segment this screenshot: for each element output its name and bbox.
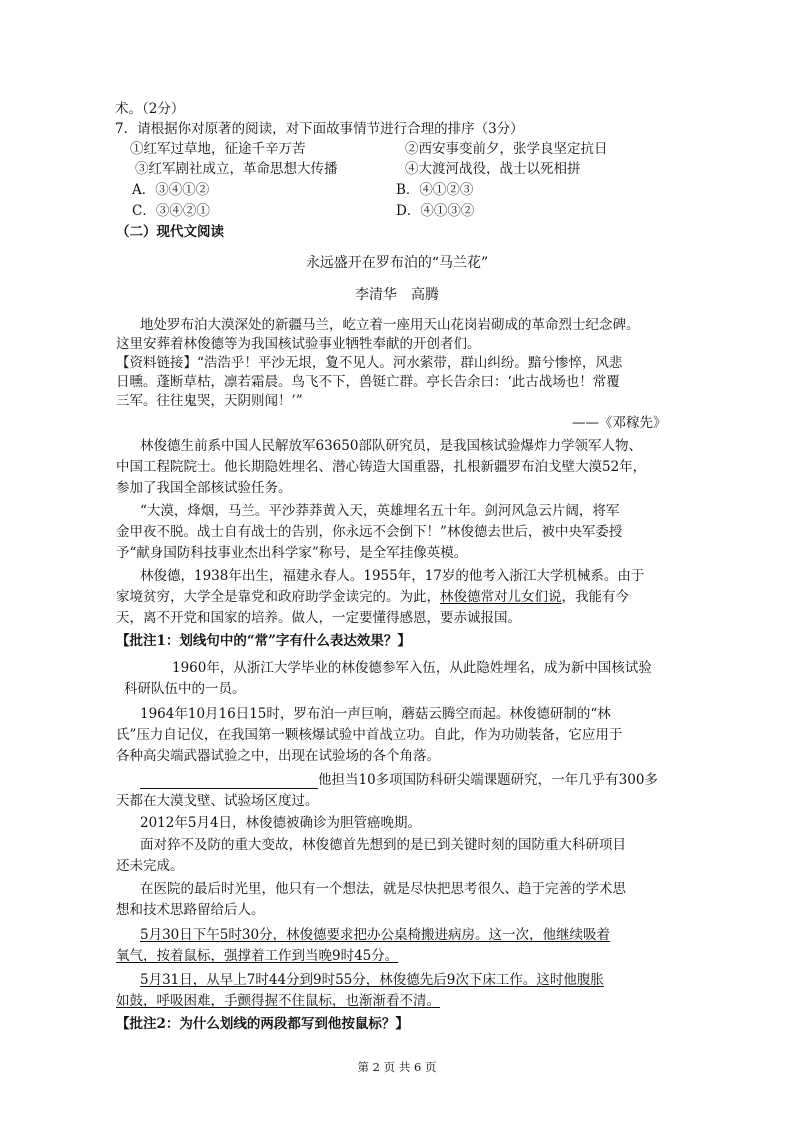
event-2: ②西安事变前夕，张学良坚定抗日 <box>405 141 608 157</box>
p10-line2: 想和技术思路留给后人。 <box>116 902 265 918</box>
p6-line3: 各种高尖端武器试验之中，出现在试验场的各个角落。 <box>116 748 440 764</box>
page-footer: 第 2 页 共 6 页 <box>357 1060 437 1074</box>
option-a: A．③④①② <box>132 182 210 198</box>
question-7-stem: 7．请根据你对原著的阅读，对下面故事情节进行合理的排序（3分） <box>115 121 524 137</box>
prev-line-end: 术。（2分） <box>115 101 185 117</box>
p2-line3: 参加了我国全部核试验任务。 <box>116 480 292 496</box>
link-line3: 三军。往往鬼哭，天阴则闻！’” <box>116 393 303 409</box>
event-4: ④大渡河战役，战士以死相拼 <box>405 161 581 177</box>
p7-line1 <box>140 771 658 789</box>
link-line2: 日曛。蓬断草枯，凛若霜晨。鸟飞不下，兽铤亡群。亭长告余曰：‘此古战场也！常覆 <box>116 374 620 390</box>
p1-line1: 地处罗布泊大漠深处的新疆马兰，屹立着一座用天山花岗岩砌成的革命烈士纪念碑。 <box>140 317 640 333</box>
underlined-para-1-line1: 5月30日下午5时30分，林俊德要求把办公桌椅搬进病房。这一次，他继续吸着 <box>140 927 611 943</box>
p9-line2: 还未完成。 <box>116 858 184 874</box>
p5-line2: 科研队伍中的一员。 <box>124 681 246 697</box>
underlined-para-1-line2: 氧气，按着鼠标，强撑着工作到当晚9时45分。 <box>116 948 399 964</box>
p2-line1: 林俊德生前系中国人民解放军63650部队研究员，是我国核试验爆炸力学领军人物、 <box>140 438 642 454</box>
option-c: C．③④②① <box>132 203 210 219</box>
link-line1: 【资料链接】“浩浩乎！平沙无垠，夐不见人。河水萦带，群山纠纷。黯兮惨悴，风悲 <box>116 355 623 371</box>
underlined-para-2-line1: 5月31日，从早上7时44分到9时55分，林俊德先后9次下床工作。这时他腹胀 <box>140 972 604 988</box>
annotation-1: 【批注1：划线句中的“常”字有什么表达效果？】 <box>116 633 411 649</box>
p4-line2-end: ，我能有今 <box>561 589 629 605</box>
p6-line2: 氏”压力自记仪，在我国第一颗核爆试验中首战立功。自此，作为功勋装备，它应用于 <box>116 727 623 743</box>
option-d: D．④①③② <box>396 203 475 219</box>
link-source: ——《邓稼先》 <box>572 415 667 431</box>
p8: 2012年5月4日，林俊德被确诊为胆管癌晚期。 <box>140 815 422 831</box>
annotation-2: 【批注2：为什么划线的两段都写到他按鼠标？】 <box>116 1016 409 1032</box>
underlined-sentence-1: 林俊德常对儿女们说 <box>440 589 562 605</box>
p9-line1: 面对猝不及防的重大变故，林俊德首先想到的是已到关键时刻的国防重大科研项目 <box>140 837 626 853</box>
event-1: ①红军过草地，征途千辛万苦 <box>130 141 306 157</box>
p7-line2: 天都在大漠戈壁、试验场区度过。 <box>116 793 319 809</box>
p4-line2-start: 家境贫穷，大学全是靠党和政府助学金读完的。为此， <box>116 589 440 605</box>
p7-line1-text: 他担当10多项国防科研尖端课题研究，一年几乎有300多 <box>318 772 658 788</box>
p1-line2: 这里安葬着林俊德等为我国核试验事业牺牲奉献的开创者们。 <box>116 336 481 352</box>
p10-line1: 在医院的最后时光里，他只有一个想法，就是尽快把思考很久、趋于完善的学术思 <box>140 881 626 897</box>
article-authors: 李清华 高腾 <box>355 287 439 303</box>
p4-line1: 林俊德，1938年出生，福建永春人。1955年，17岁的他考入浙江大学机械系。由于 <box>140 568 645 584</box>
p3-line3: 予“献身国防科技事业杰出科学家”称号，是全军挂像英模。 <box>116 545 468 561</box>
section-heading: （二）现代文阅读 <box>116 224 224 240</box>
p2-line2: 中国工程院院士。他长期隐姓埋名、潜心铸造大国重器，扎根新疆罗布泊戈壁大漠52年， <box>116 459 647 475</box>
p6-line1: 1964年10月16日15时，罗布泊一声巨响，蘑菇云腾空而起。林俊德研制的“林 <box>140 706 611 722</box>
p3-line1: “大漠，烽烟，马兰。平沙莽莽黄入天，英雄埋名五十年。剑河风急云片阔，将军 <box>140 503 620 519</box>
p3-line2: 金甲夜不脱。战士自有战士的告别，你永远不会倒下！”林俊德去世后，被中央军委授 <box>116 524 623 540</box>
option-b: B．④①②③ <box>396 182 474 198</box>
event-3: ③红军剧社成立，革命思想大传播 <box>135 161 338 177</box>
fill-in-blank[interactable] <box>140 774 318 789</box>
p4-line3: 天，离不开党和国家的培养。做人，一定要懂得感恩，要赤诚报国。 <box>116 610 521 626</box>
p4-line2 <box>116 588 629 606</box>
article-title: 永远盛开在罗布泊的“马兰花” <box>305 255 489 271</box>
underlined-para-2-line2: 如鼓，呼吸困难，手颤得握不住鼠标，也渐渐看不清。 <box>116 993 440 1009</box>
p5-line1: 1960年，从浙江大学毕业的林俊德参军入伍，从此隐姓埋名，成为新中国核试验 <box>172 660 652 676</box>
